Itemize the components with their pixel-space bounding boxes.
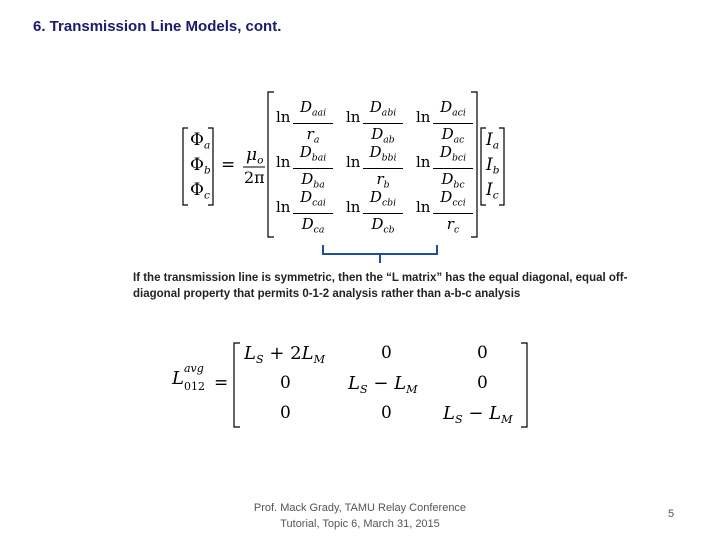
cell-denominator: $D_{cb}$ [371, 215, 395, 236]
cell-denominator: $D_{ac}$ [441, 125, 465, 146]
cell-zero: 0 [381, 403, 392, 423]
phi-a [190, 130, 210, 152]
cell-zero: 0 [280, 403, 291, 423]
two-pi: 2π [244, 168, 265, 187]
l-symbol: L [172, 368, 184, 389]
footer [235, 500, 485, 532]
cell-denominator: $D_{bc}$ [441, 170, 465, 191]
cell-denominator: $r_c$ [446, 215, 460, 236]
l-superscript: avg [183, 362, 204, 375]
phi-c [190, 180, 210, 202]
ln-label: ln [416, 108, 431, 126]
cell-numerator: $D_{bci}$ [439, 143, 467, 164]
phi-subscript: c [203, 189, 210, 202]
l012-avg-symbol [172, 362, 214, 393]
cell-numerator: $D_{cci}$ [440, 188, 466, 209]
cell-numerator: $D_{aai}$ [299, 98, 327, 119]
ln-label: ln [346, 108, 361, 126]
cell-ls-minus-lm: $L_S - L_M$ [348, 373, 418, 396]
matrix-cell [292, 187, 334, 241]
cell-denominator: $D_{ba}$ [301, 170, 325, 191]
matrix-cell [362, 187, 404, 241]
cell-numerator: $D_{bai}$ [299, 143, 327, 164]
l012-matrix-right-bracket [521, 343, 527, 427]
footer-line-1: Prof. Mack Grady, TAMU Relay Conference [253, 502, 467, 514]
cell-numerator: $D_{aci}$ [440, 98, 466, 119]
ln-label: ln [346, 198, 361, 216]
ln-label: ln [276, 198, 291, 216]
mu-symbol: μ [246, 145, 258, 165]
cell-zero: 0 [381, 343, 392, 363]
ln-label: ln [276, 108, 291, 126]
cell-denominator: $r_b$ [376, 170, 390, 191]
eq2-equals: = [214, 373, 229, 393]
mu-o [246, 145, 263, 167]
current-b: $I_b$ [486, 155, 500, 177]
cell-numerator: $D_{cbi}$ [369, 188, 397, 209]
cell-numerator: $D_{cai}$ [300, 188, 326, 209]
phi-subscript: a [203, 139, 211, 152]
cell-ls-plus-2lm: $L_S + 2L_M$ [244, 343, 325, 366]
cell-zero: 0 [477, 343, 488, 363]
l-subscript: 012 [183, 380, 205, 393]
phi-subscript: b [203, 164, 211, 177]
cell-denominator: $r_a$ [306, 125, 320, 146]
mu-subscript: o [257, 154, 264, 167]
footer-line-2: Tutorial, Topic 6, March 31, 2015 [280, 518, 440, 530]
cell-numerator: $D_{abi}$ [369, 98, 397, 119]
phi-symbol: Φ [190, 155, 204, 175]
ln-label: ln [416, 198, 431, 216]
page-number: 5 [668, 508, 675, 520]
current-a: $I_a$ [486, 130, 499, 152]
cell-denominator: $D_{ab}$ [371, 125, 395, 146]
blue-brace [323, 245, 437, 263]
eq1-equals: = [221, 155, 236, 175]
ln-label: ln [416, 153, 431, 171]
phi-b [190, 155, 211, 177]
ln-label: ln [346, 153, 361, 171]
ln-label: ln [276, 153, 291, 171]
l012-matrix-left-bracket [234, 343, 240, 427]
current-vector-right-bracket [499, 128, 504, 205]
cell-zero: 0 [477, 373, 488, 393]
ln-matrix-left-bracket [268, 92, 274, 237]
phi-symbol: Φ [190, 130, 204, 150]
phi-symbol: Φ [190, 180, 204, 200]
cell-zero: 0 [280, 373, 291, 393]
cell-numerator: $D_{bbi}$ [369, 143, 397, 164]
current-c: $I_c$ [486, 180, 499, 202]
matrix-cell [432, 187, 474, 241]
cell-ls-minus-lm: $L_S - L_M$ [443, 403, 513, 426]
phi-vector-left-bracket [183, 128, 188, 205]
cell-denominator: $D_{ca}$ [301, 215, 325, 236]
symmetry-note: If the transmission line is symmetric, then the “L matrix” has the equal diagonal, equal off-diagonal property that permits 0-1-2 analysis rather than a-b-c analysis [133, 272, 628, 300]
slide-title: 6. Transmission Line Models, cont. [33, 18, 282, 35]
